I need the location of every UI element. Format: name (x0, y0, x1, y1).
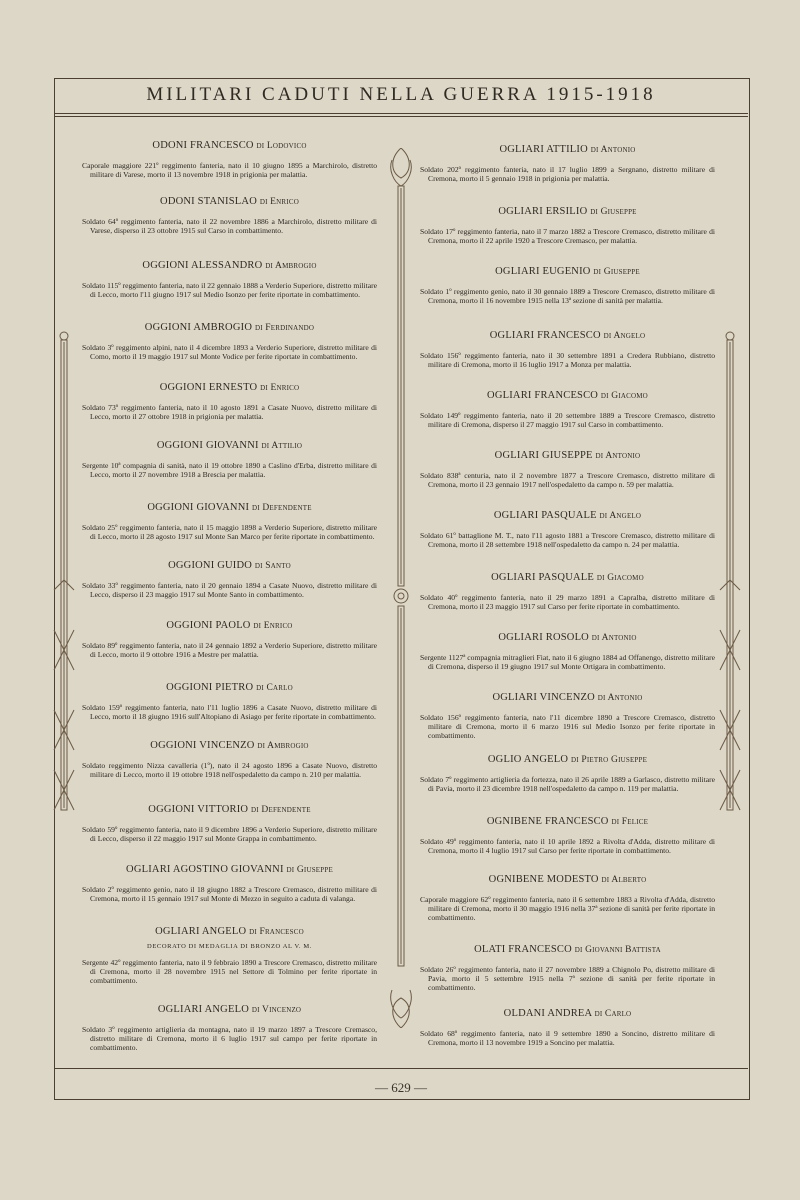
entry-name: OGLIARI VINCENZO di Antonio (492, 692, 643, 703)
right-staff-ornament (718, 330, 742, 850)
entry (82, 382, 377, 421)
entry-text: Soldato 40º reggimento fanteria, nato il 29 marzo 1891 a Capralba, distretto militare di Cremona, morto il 23 maggio 1917 sul Carso per ferite riportate in combattimento. (420, 593, 715, 612)
entry-name: OLATI FRANCESCO di Giovanni Battista (474, 944, 661, 955)
entry-name: OGLIARI ANGELO di Francesco (155, 926, 304, 937)
entry (420, 510, 715, 549)
page-number: — 629 — (375, 1080, 427, 1095)
left-staff-ornament (52, 330, 76, 850)
entry-text: Soldato 25º reggimento fanteria, nato il 15 maggio 1898 a Verderio Superiore, distretto militare di Lecco, morto il 28 agosto 1917 sul Monte San Marco per ferite riportate in combattimento. (82, 523, 377, 542)
entry (420, 816, 715, 855)
entry-name: OGLIARI FRANCESCO di Angelo (489, 330, 646, 341)
entry-text: Soldato 838ª centuria, nato il 2 novembre 1877 a Trescore Cremasco, distretto militare di Cremona, morto il 23 gennaio 1917 nell'ospedaletto da campo n. 59 per malattia. (420, 471, 715, 490)
entry-text: Soldato 7º reggimento artiglieria da fortezza, nato il 26 aprile 1889 a Garlasco, distretto militare di Pavia, morto il 23 dicembre 1918 nell'ospedaletto da campo n. 119 per malattia. (420, 775, 715, 794)
entry (420, 266, 715, 305)
entry-name: OGGIONI ERNESTO di Enrico (159, 382, 300, 393)
entry-text: Soldato 68º reggimento fanteria, nato il 9 settembre 1890 a Soncino, distretto militare di Cremona, morto il 13 novembre 1919 a Soncino per malattia. (420, 1029, 715, 1048)
entry-name: OGNIBENE FRANCESCO di Felice (486, 816, 649, 827)
entry (420, 330, 715, 369)
entry-text: Soldato 202º reggimento fanteria, nato il 17 luglio 1899 a Sergnano, distretto militare di Cremona, morto il 5 gennaio 1918 in prigionia per malattia. (420, 165, 715, 184)
entry (82, 140, 377, 179)
entry-name: OGGIONI VITTORIO di Defendente (148, 804, 311, 815)
page-header-title: MILITARI CADUTI NELLA GUERRA 1915-1918 (146, 84, 656, 105)
entry-text: Soldato 49º reggimento fanteria, nato il 10 aprile 1892 a Rivolta d'Adda, distretto militare di Cremona, morto il 4 luglio 1917 sul Carso per ferite riportate in combattimento. (420, 837, 715, 856)
entry-name: OGGIONI GIOVANNI di Attilio (156, 440, 303, 451)
entry (82, 440, 377, 479)
entry (82, 1004, 377, 1053)
entry-name: OGLIARI FRANCESCO di Giacomo (487, 390, 648, 401)
entry (420, 1008, 715, 1047)
entry (420, 572, 715, 611)
entry (420, 874, 715, 923)
entry-text: Soldato 73º reggimento fanteria, nato il 10 agosto 1891 a Casate Nuovo, distretto militare di Lecco, morto il 27 ottobre 1918 in prigionia per malattia. (82, 403, 377, 422)
entry-text: Soldato 64º reggimento fanteria, nato il 22 novembre 1886 a Marchirolo, distretto militare di Varese, disperso il 23 ottobre 1915 sul Carso in combattimento. (82, 217, 377, 236)
entry-name: OGLIARI PASQUALE di Giacomo (491, 572, 644, 583)
entry (82, 196, 377, 235)
entry-text: Soldato 156º reggimento fanteria, nato il 30 settembre 1891 a Credera Rubbiano, distretto militare di Cremona, morto il 16 luglio 1917 a Monza per malattia. (420, 351, 715, 370)
footer-rule (54, 1068, 748, 1069)
entry-text: Caporale maggiore 221º reggimento fanteria, nato il 10 giugno 1895 a Marchirolo, distretto militare di Varese, morto il 13 novembre 1918 in prigionia per malattia. (82, 161, 377, 180)
decoration-note: DECORATO DI MEDAGLIA DI BRONZO AL V. M. (147, 943, 312, 950)
entry-name: OGLIARI PASQUALE di Angelo (493, 510, 642, 521)
entry-text: Soldato 89º reggimento fanteria, nato il 24 gennaio 1892 a Verderio Superiore, distretto militare di Lecco, morto il 9 ottobre 1916 a Mestre per malattia. (82, 641, 377, 660)
entry-name: OGGIONI VINCENZO di Ambrogio (150, 740, 309, 751)
entry-text: Soldato 115º reggimento fanteria, nato il 22 gennaio 1888 a Verderio Superiore, distretto militare di Lecco, morto l'11 giugno 1917 sul Medio Isonzo per ferite riportate in combattimento. (82, 281, 377, 300)
entry-text: Sergente 10ª compagnia di sanità, nato il 19 ottobre 1890 a Caslino d'Erba, distretto militare di Lecco, morto il 27 novembre 1918 a Brescia per malattia. (82, 461, 377, 480)
entry-name: OGLIARI ATTILIO di Antonio (499, 144, 636, 155)
entry (82, 864, 377, 903)
header-rule (54, 113, 748, 114)
entry-text: Soldato 17º reggimento fanteria, nato il 7 marzo 1882 a Trescore Cremasco, distretto militare di Cremona, morto il 22 aprile 1920 a Trescore Cremasco, per malattia. (420, 227, 715, 246)
entry (420, 390, 715, 429)
entry-name: OLDANI ANDREA di Carlo (503, 1008, 632, 1019)
entry-text: Sergente 42º reggimento fanteria, nato il 9 febbraio 1890 a Trescore Cremasco, distretto militare di Cremona, morto il 28 novembre 1915 nel Settore di Tolmino per ferite riportate in combattimento. (82, 958, 377, 986)
entry (420, 754, 715, 793)
entry (82, 926, 377, 986)
entry-text: Soldato 3º reggimento artiglieria da montagna, nato il 19 marzo 1897 a Trescore Cremasco, distretto militare di Cremona, morto il 6 luglio 1917 sul campo per ferite riportate in combattimento. (82, 1025, 377, 1053)
entry-name: OGGIONI GUIDO di Santo (168, 560, 291, 571)
entry-name: OGGIONI GIOVANNI di Defendente (147, 502, 312, 513)
entry-name: OGLIARI ERSILIO di Giuseppe (498, 206, 637, 217)
entry (420, 632, 715, 671)
entry-name: OGNIBENE MODESTO di Alberto (488, 874, 647, 885)
entry (420, 450, 715, 489)
entry-name: OGLIO ANGELO di Pietro Giuseppe (487, 754, 648, 765)
entry (82, 740, 377, 779)
entry-name: ODONI FRANCESCO di Lodovico (152, 140, 307, 151)
entry-name: OGLIARI AGOSTINO GIOVANNI di Giuseppe (126, 864, 333, 875)
entry (82, 620, 377, 659)
entry (420, 944, 715, 993)
entry (82, 260, 377, 299)
entry-name: OGLIARI EUGENIO di Giuseppe (495, 266, 640, 277)
entry (420, 144, 715, 183)
entry-name: OGLIARI GIUSEPPE di Antonio (494, 450, 641, 461)
entry-name: OGGIONI PAOLO di Enrico (166, 620, 293, 631)
entry-text: Soldato 159º reggimento fanteria, nato l'11 luglio 1896 a Casate Nuovo, distretto militare di Lecco, morto il 18 giugno 1916 sull'Altopiano di Asiago per ferite riportate in combattimento. (82, 703, 377, 722)
entry-text: Soldato 61º battaglione M. T., nato l'11 agosto 1881 a Trescore Cremasco, distretto militare di Cremona, morto il 28 settembre 1918 nell'ospedaletto da campo n. 24 per malattia. (420, 531, 715, 550)
entry-text: Soldato 149º reggimento fanteria, nato il 20 settembre 1889 a Trescore Cremasco, distretto militare di Cremona, disperso il 27 maggio 1917 sul Carso in combattimento. (420, 411, 715, 430)
entry-name: OGLIARI ANGELO di Vincenzo (157, 1004, 302, 1015)
center-staff-ornament (388, 148, 414, 1028)
entry (82, 502, 377, 541)
entry-name: OGGIONI PIETRO di Carlo (166, 682, 293, 693)
header-rule-inner (54, 116, 748, 117)
entry-text: Soldato 3º reggimento alpini, nato il 4 dicembre 1893 a Verderio Superiore, distretto militare di Como, morto il 19 maggio 1917 sul Monte Vodice per ferite riportate in combattimento. (82, 343, 377, 362)
entry-name: OGGIONI ALESSANDRO di Ambrogio (142, 260, 317, 271)
entry-text: Soldato 2º reggimento genio, nato il 18 giugno 1882 a Trescore Cremasco, distretto militare di Cremona, morto il 15 gennaio 1917 sul Monte di Mezzo in seguito a caduta di valanga. (82, 885, 377, 904)
entry-name: ODONI STANISLAO di Enrico (160, 196, 299, 207)
entry-text: Soldato 59º reggimento fanteria, nato il 9 dicembre 1896 a Verderio Superiore, distretto militare di Lecco, disperso il 22 maggio 1917 sul Monte Grappa in combattimento. (82, 825, 377, 844)
entry-text: Sergente 1127ª compagnia mitraglieri Fiat, nato il 6 giugno 1884 ad Offanengo, distretto militare di Cremona, disperso il 19 giugno 1917 sul Monte Ortigara in combattimento. (420, 653, 715, 672)
entry (82, 682, 377, 721)
entry-text: Soldato 26º reggimento fanteria, nato il 27 novembre 1889 a Chignolo Po, distretto militare di Pavia, morto il 5 settembre 1915 nella 7ª sezione di sanità per ferite riportate in combattimento. (420, 965, 715, 993)
entry (82, 322, 377, 361)
entry (82, 804, 377, 843)
entry-text: Caporale maggiore 62º reggimento fanteria, nato il 6 settembre 1883 a Rivolta d'Adda, distretto militare di Cremona, morto il 30 maggio 1916 nella 37ª sezione di sanità per ferite riportate in combattimento. (420, 895, 715, 923)
entry-name: OGLIARI ROSOLO di Antonio (498, 632, 637, 643)
entry (82, 560, 377, 599)
entry-text: Soldato 1º reggimento genio, nato il 30 gennaio 1889 a Trescore Cremasco, distretto militare di Cremona, morto il 16 novembre 1915 nella 13ª sezione di sanità per malattia. (420, 287, 715, 306)
entry-text: Soldato 156º reggimento fanteria, nato l'11 dicembre 1890 a Trescore Cremasco, distretto militare di Cremona, morto il 6 marzo 1916 sul Medio Isonzo per ferite riportate in combattimento. (420, 713, 715, 741)
entry-text: Soldato reggimento Nizza cavalleria (1º), nato il 24 agosto 1896 a Casate Nuovo, distretto militare di Lecco, morto il 19 ottobre 1918 nell'ospedaletto da campo n. 210 per malattia. (82, 761, 377, 780)
entry (420, 206, 715, 245)
entry-text: Soldato 33º reggimento fanteria, nato il 20 gennaio 1894 a Casate Nuovo, distretto militare di Lecco, disperso il 23 maggio 1917 sul Monte Santo in combattimento. (82, 581, 377, 600)
entry-name: OGGIONI AMBROGIO di Ferdinando (144, 322, 315, 333)
entry (420, 692, 715, 741)
